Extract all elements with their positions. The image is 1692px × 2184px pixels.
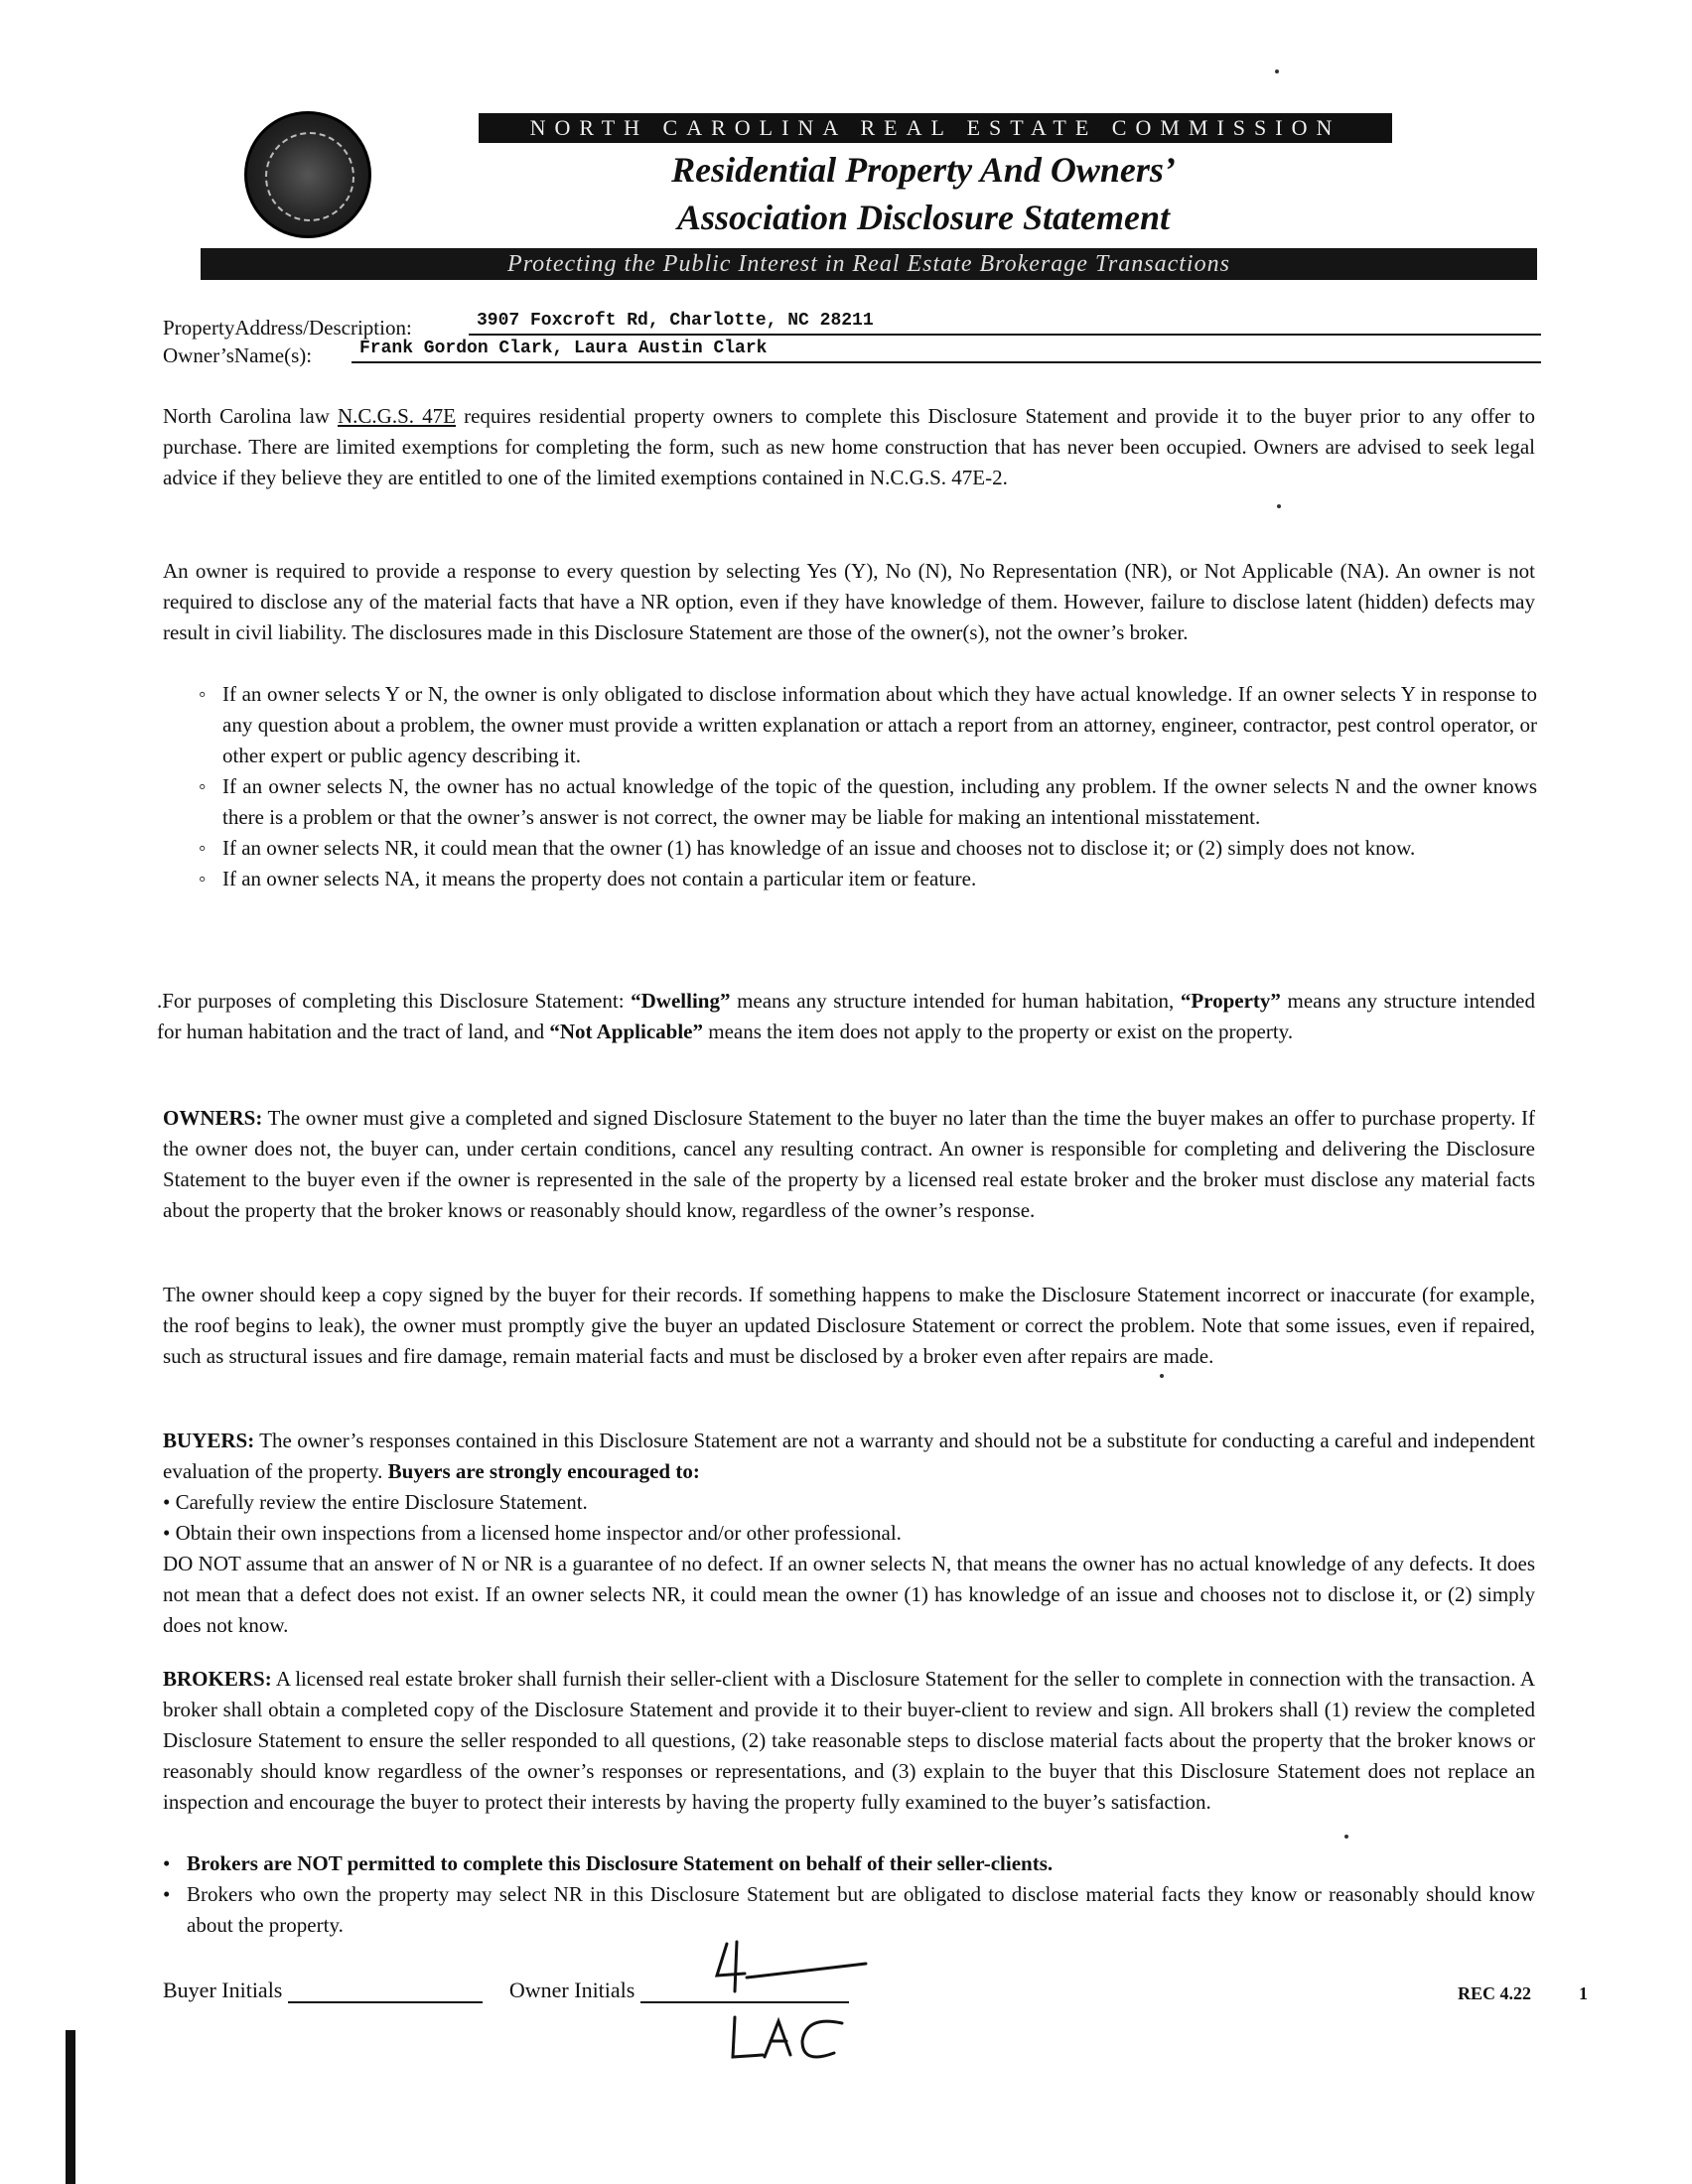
document-title-line2: Association Disclosure Statement bbox=[676, 198, 1171, 237]
response-options-list bbox=[199, 679, 1537, 894]
form-code: REC 4.22 bbox=[1458, 1983, 1532, 2003]
page-number: 1 bbox=[1579, 1983, 1588, 2003]
commission-banner: NORTH CAROLINA REAL ESTATE COMMISSION bbox=[479, 113, 1392, 143]
list-item: ◦ If an owner selects NA, it means the property does not contain a particular item or feature. bbox=[199, 864, 1537, 894]
owner-initials-label: Owner Initials bbox=[508, 1978, 635, 2002]
property-address-label: PropertyAddress/Description: bbox=[163, 316, 412, 340]
owners-copy-paragraph: The owner should keep a copy signed by the buyer for their records. If something happens to make the Disclosure Statement incorrect or inaccurate (for example, the roof begins to leak), the owner must promptly give the buyer an updated Disclosure Statement or correct the problem. Note that some issues, even if repaired, such as structural issues and fire damage, remain material facts and must be disclosed by a broker even after repairs are made. bbox=[163, 1283, 1535, 1368]
scan-edge-mark bbox=[66, 2030, 75, 2184]
list-item: • Brokers who own the property may select NR in this Disclosure Statement but are obligated to disclose material facts they know or reasonably should know about the property. bbox=[163, 1879, 1535, 1941]
scan-speck bbox=[1277, 504, 1281, 508]
owners-heading: OWNERS: bbox=[163, 1106, 263, 1130]
list-item: ◦ If an owner selects NR, it could mean that the owner (1) has knowledge of an issue and chooses not to disclose it; or (2) simply does not know. bbox=[199, 833, 1537, 864]
law-reference-link: N.C.G.S. 47E bbox=[338, 404, 456, 428]
brokers-paragraph: BROKERS: A licensed real estate broker shall furnish their seller-client with a Disclosure Statement for the seller to complete in connection with the transaction. A broker shall obtain a completed copy of the Disclosure Statement and provide it to their buyer-client to review and sign. All brokers shall (1) review the completed Disclosure Statement to ensure the seller responded to all questions, (2) take reasonable steps to disclose material facts about the property that the broker knows or reasonably should know regardless of the owner’s responses or representations, and (3) explain to the buyer that this Disclosure Statement does not replace an inspection and encourage the buyer to protect their interests by having the property fully examined to the buyer’s satisfaction. bbox=[163, 1667, 1535, 1814]
commission-seal-logo bbox=[244, 111, 371, 238]
list-item: ◦ If an owner selects Y or N, the owner is only obligated to disclose information about which they have actual knowledge. If an owner selects Y in response to any question about a problem, the owner must provide a written explanation or attach a report from an attorney, engineer, contractor, pest control operator, or other expert or public agency describing it. bbox=[199, 679, 1537, 771]
scan-speck bbox=[1275, 69, 1279, 73]
owner-names-label: Owner’sName(s): bbox=[163, 343, 313, 367]
scan-speck bbox=[1160, 1374, 1164, 1378]
tagline-banner: Protecting the Public Interest in Real Estate Brokerage Transactions bbox=[201, 248, 1537, 280]
list-item: • Obtain their own inspections from a licensed home inspector and/or other professional. bbox=[163, 1521, 902, 1545]
intro-paragraph: North Carolina law N.C.G.S. 47E requires residential property owners to complete this Disclosure Statement and provide it to the buyer prior to any offer to purchase. There are limited exemptions for completing the form, such as new home construction that has never been occupied. Owners are advised to seek legal advice if they believe they are entitled to one of the limited exemptions contained in N.C.G.S. 47E-2. bbox=[163, 404, 1535, 489]
property-address-field[interactable]: 3907 Foxcroft Rd, Charlotte, NC 28211 bbox=[469, 310, 1541, 336]
owner-names-field[interactable]: Frank Gordon Clark, Laura Austin Clark bbox=[352, 338, 1541, 363]
buyers-paragraph: BUYERS: The owner’s responses contained in this Disclosure Statement are not a warranty and should not be a substitute for conducting a careful and independent evaluation of the property. Buyers are strongly encouraged to: bbox=[163, 1429, 1535, 1483]
buyers-heading: BUYERS: bbox=[163, 1429, 255, 1452]
list-item: • Carefully review the entire Disclosure Statement. bbox=[163, 1490, 588, 1514]
owner-initials-signature-1 bbox=[707, 1934, 876, 2003]
document-title-line1: Residential Property And Owners’ bbox=[671, 150, 1176, 190]
buyers-warning-paragraph: DO NOT assume that an answer of N or NR is a guarantee of no defect. If an owner selects N, that means the owner has no actual knowledge of any defects. It does not mean that a defect does not exist. If an owner selects NR, it could mean the owner (1) has knowledge of an issue and chooses not to disclose it, or (2) simply does not know. bbox=[163, 1552, 1535, 1637]
buyer-initials-label: Buyer Initials bbox=[163, 1978, 283, 2002]
owners-paragraph: OWNERS: The owner must give a completed and signed Disclosure Statement to the buyer no later than the time the buyer makes an offer to purchase property. If the owner does not, the buyer can, under certain conditions, cancel any resulting contract. An owner is responsible for completing and delivering the Disclosure Statement to the buyer even if the owner is represented in the sale of the property by a licensed real estate broker and the broker must disclose any material facts about the property that the broker knows or reasonably should know, regardless of the owner’s response. bbox=[163, 1106, 1535, 1222]
buyers-list bbox=[163, 1487, 1535, 1549]
brokers-heading: BROKERS: bbox=[163, 1667, 272, 1691]
owner-names-row bbox=[163, 343, 312, 368]
response-requirements-paragraph: An owner is required to provide a response to every question by selecting Yes (Y), No (N), No Representation (NR), or Not Applicable (NA). An owner is not required to disclose any of the material facts that have a NR option, even if they have knowledge of them. However, failure to disclose latent (hidden) defects may result in civil liability. The disclosures made in this Disclosure Statement are those of the owner(s), not the owner’s broker. bbox=[163, 559, 1535, 644]
owner-initials-signature-2 bbox=[723, 2009, 862, 2071]
list-item: ◦ If an owner selects N, the owner has no actual knowledge of the topic of the question, including any problem. If the owner selects N and the owner knows there is a problem or that the owner’s answer is not correct, the owner may be liable for making an intentional misstatement. bbox=[199, 771, 1537, 833]
buyer-initials-field[interactable] bbox=[288, 1976, 483, 2003]
list-item: • Brokers are NOT permitted to complete this Disclosure Statement on behalf of their seller-clients. bbox=[163, 1848, 1535, 1879]
scan-speck bbox=[1344, 1835, 1348, 1839]
definitions-paragraph: .For purposes of completing this Disclosure Statement: “Dwelling” means any structure intended for human habitation, “Property” means any structure intended for human habitation and the tract of land, and “Not Applicable” means the item does not apply to the property or exist on the property. bbox=[157, 989, 1536, 1043]
brokers-list bbox=[163, 1848, 1535, 1941]
